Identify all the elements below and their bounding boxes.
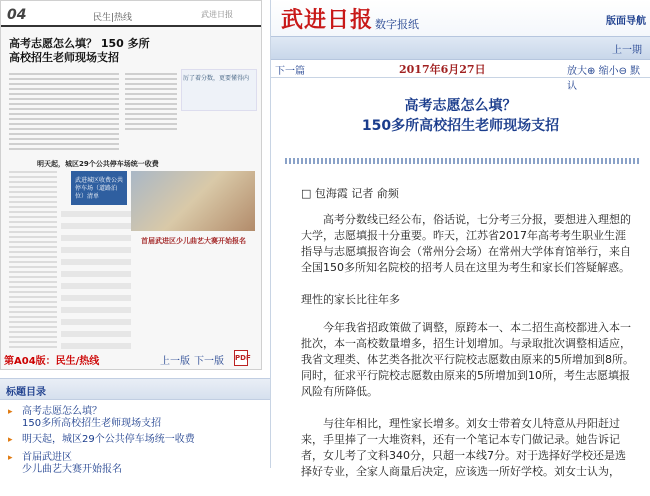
thumb-headline-2[interactable]: 明天起，城区29个公共停车场统一收费 (37, 160, 159, 168)
thumb-blue-box-text: 武进城区收费公共停车场（道路泊位）清单 (75, 177, 124, 200)
title-directory (0, 378, 270, 475)
toc-item-line1[interactable]: ▸ 高考志愿怎么填？ (22, 406, 102, 417)
thumb-header (1, 1, 261, 27)
article-info-bar (271, 59, 650, 92)
newspaper-logo[interactable]: 武进日报 (281, 7, 374, 33)
next-page-link[interactable]: 下一版 (194, 356, 224, 367)
title-divider (285, 158, 641, 164)
masthead (271, 0, 650, 36)
zoom-tools (567, 62, 650, 92)
paragraph: 高考分数线已经公布，俗话说，七分考三分报，要想进入理想的大学，志愿填报十分重要。昨天，江苏省2017年高考考生职业生涯指导与志愿填报咨询会（常州分会场）在常州大学体育馆举行，来自全国150多所知名院校的招考人员在这里为考生和家长们答疑解惑。 (301, 213, 631, 274)
byline: □ 包海霞 记者 俞频 (301, 187, 399, 200)
toc-item[interactable] (8, 434, 195, 446)
edition-bar (0, 348, 262, 368)
subheading: 理性的家长比往年多 (301, 293, 400, 306)
thumb-side-box-text: 厉了着分数，更要懂得内 (183, 75, 250, 82)
toc-item-line2[interactable]: 150多所高校招生老师现场支招 (22, 418, 162, 429)
thumb-headline[interactable]: 高考志愿怎么填？ 150 多所高校招生老师现场支招 (9, 37, 150, 64)
thumb-logo: 武进日报 (201, 10, 233, 19)
thumb-headline-3[interactable]: 首届武进区少儿曲艺大赛开始报名 (141, 237, 246, 245)
zoom-in-icon[interactable]: ⊕ (587, 66, 596, 77)
article-title-line1: 高考志愿怎么填？ (404, 98, 517, 114)
toc-heading (0, 378, 270, 400)
toc-item-line1[interactable]: ▸ 明天起，城区29个公共停车场统一收费 (22, 434, 195, 445)
next-article-link[interactable]: 下一篇 (275, 66, 305, 77)
paragraph: 今年我省招政策做了调整，原跨本一、本二招生高校都进入本一批次，本一高校数量增多，招生计划增加。与录取批次调整相适应，我省文理类、体艺类各批次平行院校志愿数由原来的5所增加到8所。同时，征求平行院校志愿数由原来的5所增加到10所，考生志愿填报风险有所降低。 (301, 321, 634, 398)
issue-date: 2017年6月27日 (399, 63, 486, 76)
edition-label: 第A04版：民生/热线 (4, 356, 100, 367)
prev-issue-link[interactable]: 上一期 (612, 45, 642, 56)
article-title-line2: 150多所高校招生老师现场支招 (361, 118, 560, 134)
toc-item[interactable] (8, 452, 122, 476)
toolbar (271, 36, 650, 60)
thumb-photo (131, 171, 255, 231)
zoom-out-button[interactable]: 缩小 (598, 66, 619, 77)
prev-page-link[interactable]: 上一版 (160, 356, 190, 367)
toc-item-line1[interactable]: ▸ 首届武进区 (22, 452, 72, 463)
article-body (301, 186, 635, 496)
masthead-subtitle: 数字报纸 (375, 18, 419, 31)
thumb-text-lines (9, 73, 119, 153)
article-title (271, 96, 650, 136)
page-thumbnail[interactable] (0, 0, 262, 370)
zoom-out-icon[interactable]: ⊖ (618, 66, 627, 77)
zoom-in-button[interactable]: 放大 (567, 66, 587, 77)
page-navigation-link[interactable]: 版面导航 (606, 16, 646, 27)
default-size-button[interactable]: 默认 (567, 66, 641, 92)
article-panel (271, 0, 650, 478)
toc-item[interactable] (8, 406, 161, 430)
thumb-table (61, 211, 131, 351)
toc-item-line2[interactable]: 少儿曲艺大赛开始报名 (22, 464, 122, 475)
toc-heading-label: 标题目录 (6, 387, 46, 398)
paragraph: 与往年相比，理性家长增多。刘女士带着女儿特意从丹阳赶过来，手里捧了一大堆资料，还有一个笔记本专门做记录。她告诉记者，女儿考了文科340分，只超一本线7分。对于选择好学校还是选择好专业，全家人商量后决定，应该选一所好学校。刘女士认为， (301, 417, 626, 478)
left-panel (0, 0, 271, 475)
thumb-text-lines-2 (125, 73, 177, 133)
pdf-icon[interactable]: PDF (234, 350, 248, 366)
thumb-section: 民生|热线 (93, 13, 133, 23)
thumb-sidebar-lines (9, 171, 57, 351)
thumb-page-number: 04 (7, 7, 27, 23)
